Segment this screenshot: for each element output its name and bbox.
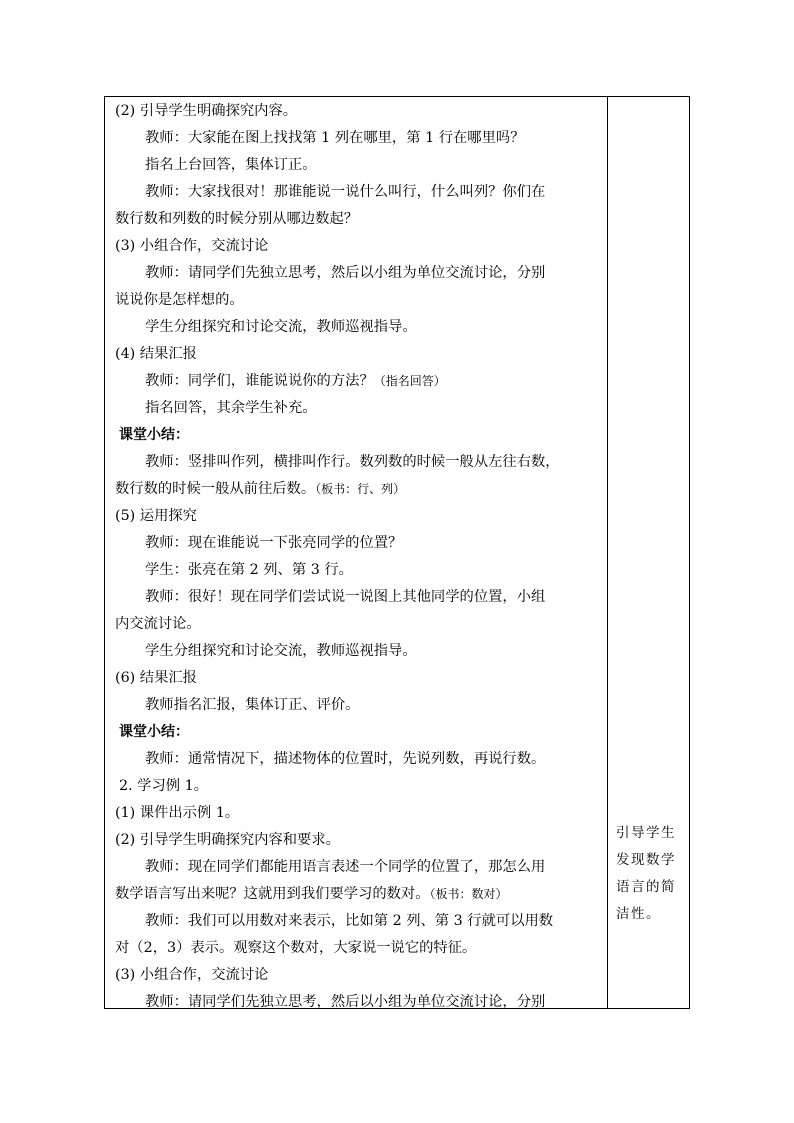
text-line: (5) 运用探究: [115, 508, 197, 524]
text-line: 说说你是怎样想的。: [115, 292, 244, 308]
section-heading: 课堂小结：: [119, 427, 189, 443]
board-note: （板书：数对）: [429, 887, 508, 901]
text-line: (1) 课件出示例 1。: [115, 805, 240, 821]
text-line: 教师：现在谁能说一下张亮同学的位置？: [145, 535, 403, 551]
text-line: [115, 885, 508, 903]
text-line: 对（2，3）表示。观察这个数对，大家说一说它的特征。: [115, 940, 477, 956]
notes-column: [608, 97, 689, 1008]
text-line: 学生：张亮在第 2 列、第 3 行。: [145, 562, 353, 578]
text-line: (2) 引导学生明确探究内容。: [115, 103, 298, 119]
text-line: 教师：我们可以用数对来表示，比如第 2 列、第 3 行就可以用数: [145, 913, 554, 929]
side-note-line: 发现数学: [616, 852, 676, 868]
section-heading: 课堂小结：: [119, 724, 189, 740]
lesson-table: [104, 96, 690, 1009]
text-line: 学生分组探究和讨论交流，教师巡视指导。: [145, 643, 417, 659]
text-line: [115, 480, 405, 498]
board-note: （板书：行、列）: [315, 482, 406, 496]
text-line: 教师：请同学们先独立思考，然后以小组为单位交流讨论，分别: [145, 265, 546, 281]
side-note-line: 语言的简: [616, 879, 676, 895]
text-line: 教师：请同学们先独立思考，然后以小组为单位交流讨论，分别: [145, 994, 546, 1010]
text-line: 内交流讨论。: [115, 616, 201, 632]
text-line: 教师指名汇报，集体订正、评价。: [145, 697, 360, 713]
text-line: [145, 372, 446, 390]
lesson-content-column: [105, 97, 607, 1008]
text-line: (3) 小组合作，交流讨论: [115, 967, 269, 983]
text-span: 数行数的时候一般从前往后数。: [115, 481, 316, 497]
text-span: 教师：同学们，谁能说说你的方法？: [145, 373, 374, 389]
text-line: 教师：很好！现在同学们尝试说一说图上其他同学的位置，小组: [145, 589, 546, 605]
text-line: 教师：通常情况下，描述物体的位置时，先说列数，再说行数。: [145, 751, 546, 767]
text-line: 数行数和列数的时候分别从哪边数起？: [115, 211, 359, 227]
text-line: 教师：竖排叫作列，横排叫作行。数列数的时候一般从左往右数，: [145, 454, 560, 470]
side-note-line: 引导学生: [616, 825, 676, 841]
text-line: 教师：大家能在图上找找第 1 列在哪里，第 1 行在哪里吗？: [145, 130, 525, 146]
text-span: 数学语言写出来呢？这就用到我们要学习的数对。: [115, 886, 430, 902]
text-line: 学生分组探究和讨论交流，教师巡视指导。: [145, 319, 417, 335]
text-line: 教师：大家找很对！那谁能说一说什么叫行，什么叫列？你们在: [145, 184, 546, 200]
text-line: 指名回答，其余学生补充。: [145, 400, 317, 416]
board-note: （指名回答）: [373, 374, 446, 388]
text-line: 指名上台回答，集体订正。: [145, 157, 317, 173]
text-line: 2. 学习例 1。: [119, 778, 209, 794]
text-line: (4) 结果汇报: [115, 346, 197, 362]
text-line: (2) 引导学生明确探究内容和要求。: [115, 832, 340, 848]
text-line: (3) 小组合作，交流讨论: [115, 238, 269, 254]
text-line: 教师：现在同学们都能用语言表述一个同学的位置了，那怎么用: [145, 859, 546, 875]
text-line: (6) 结果汇报: [115, 670, 197, 686]
side-note-line: 洁性。: [616, 906, 661, 922]
